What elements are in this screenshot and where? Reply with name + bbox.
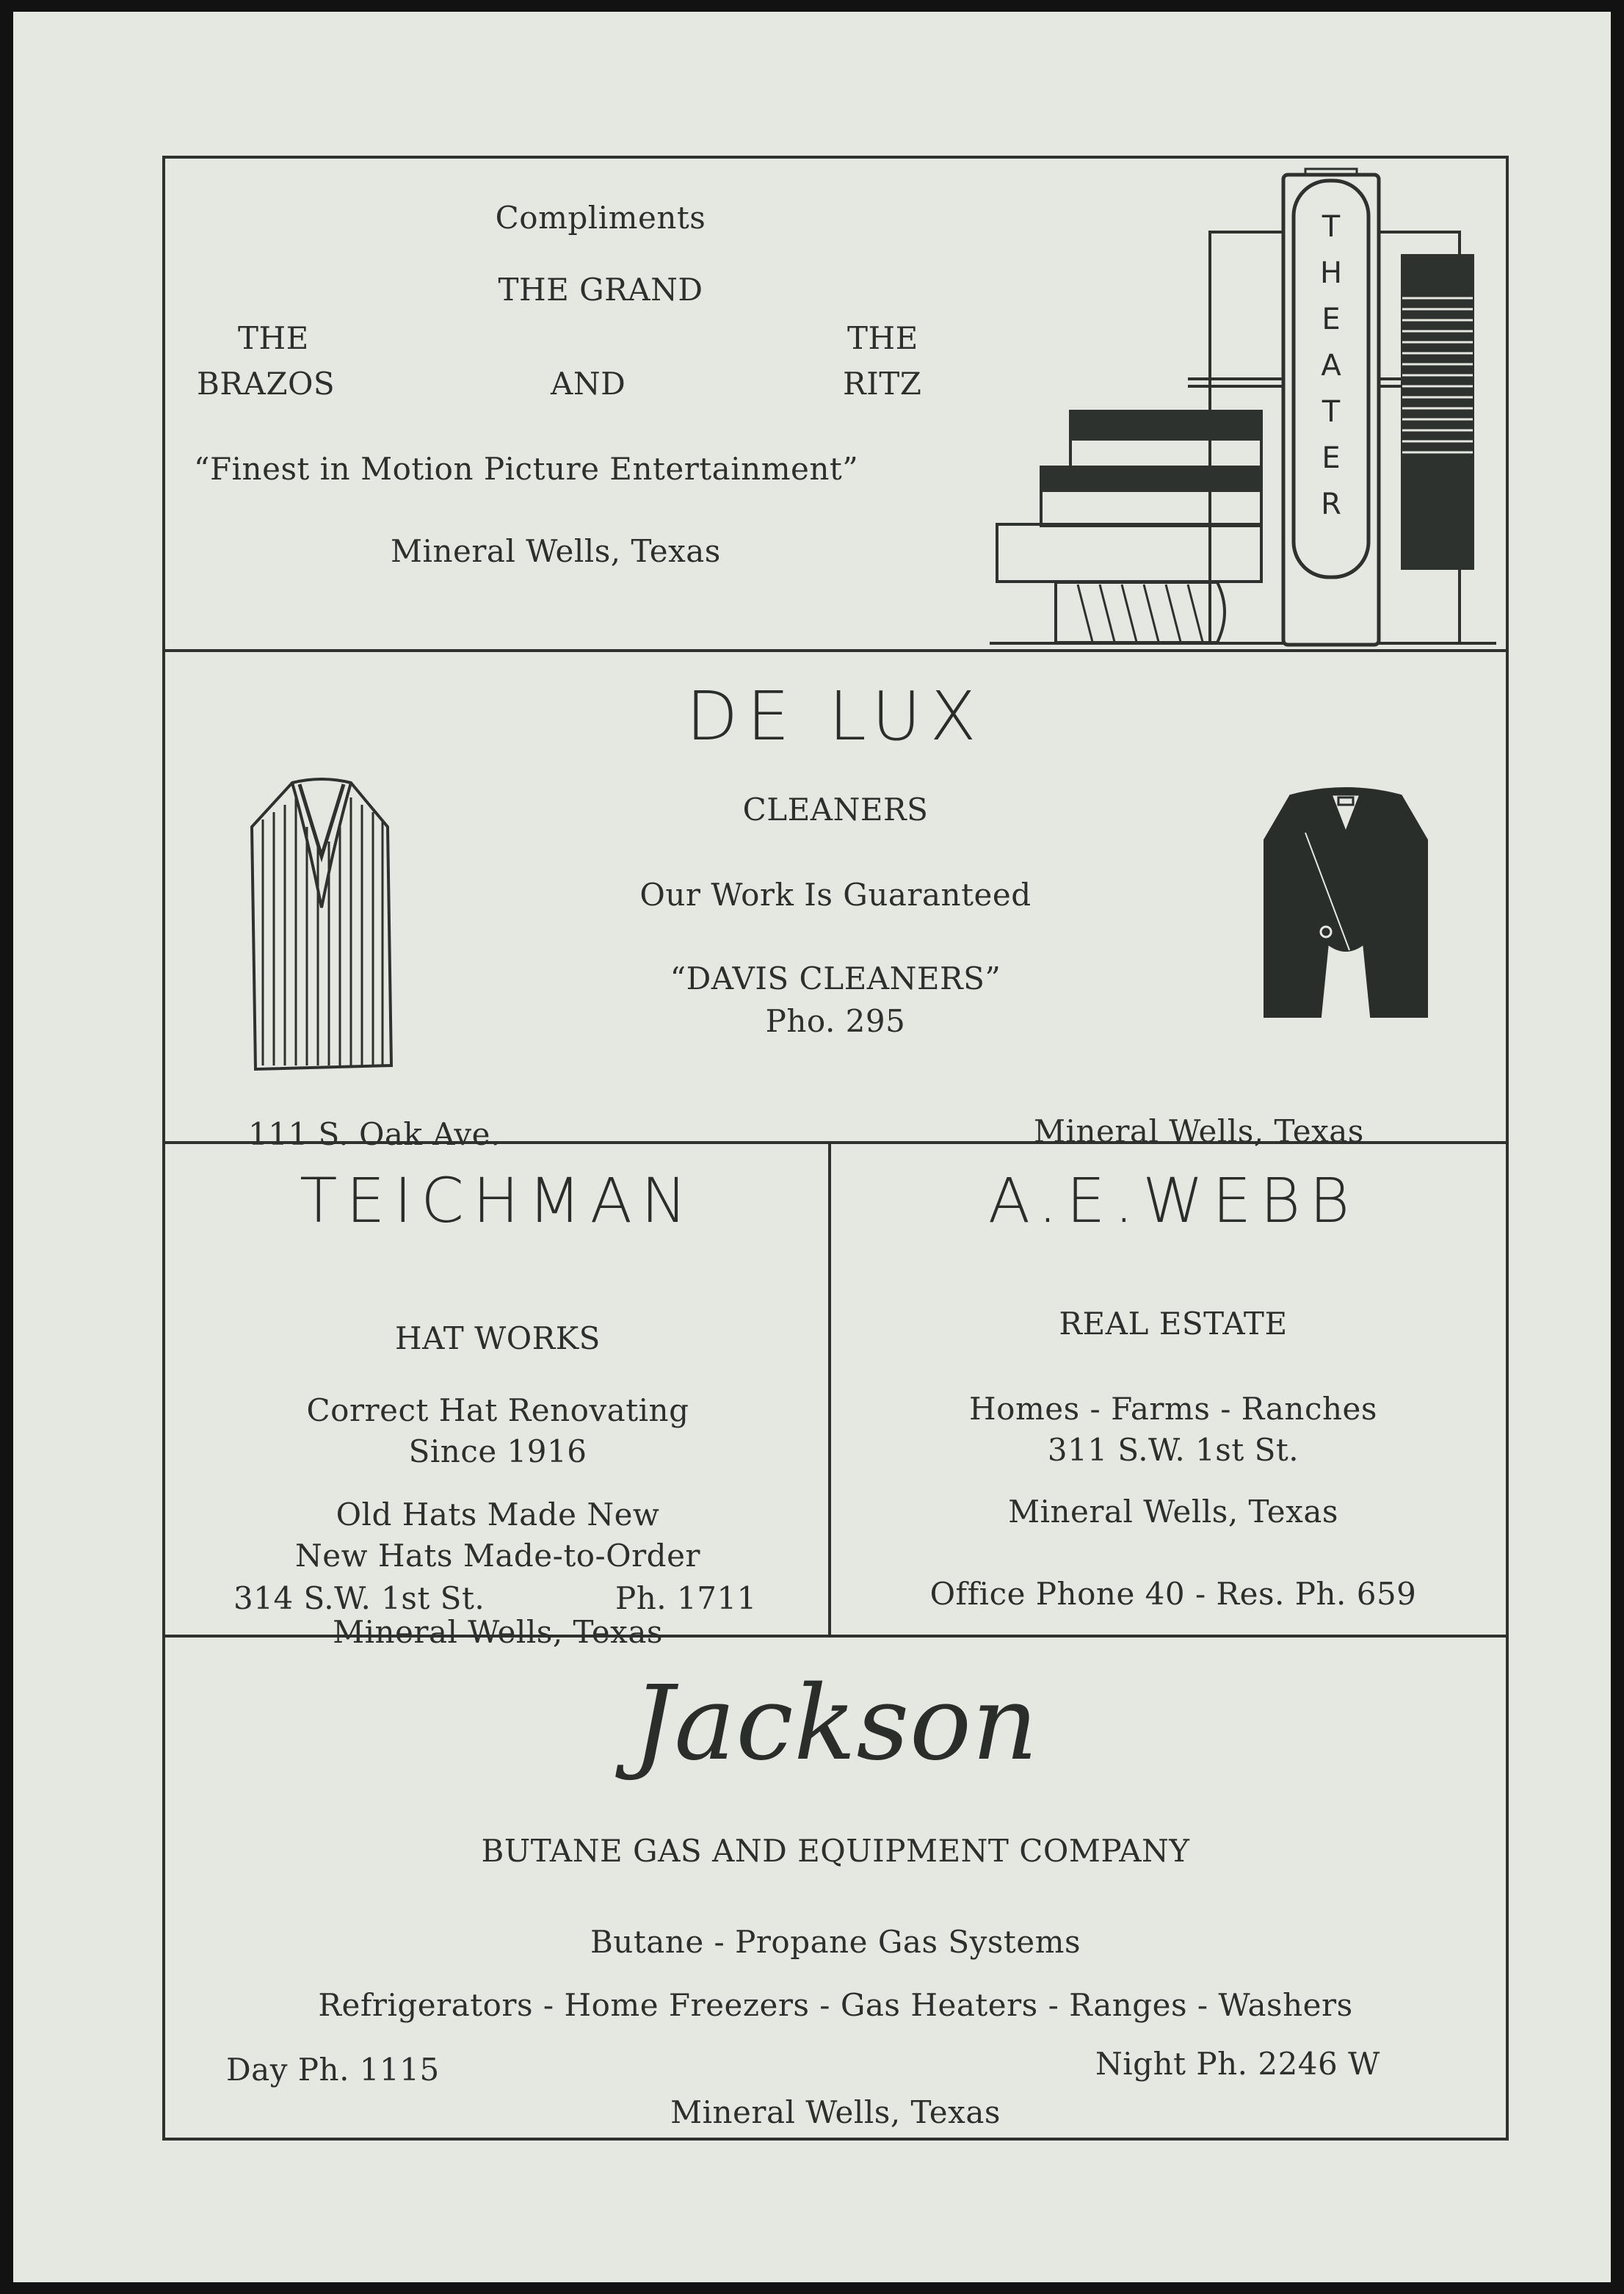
delux-logo-text: DE LUX <box>686 677 985 756</box>
delux-address: 111 S. Oak Ave. <box>248 1116 501 1152</box>
compliments-text: Compliments <box>495 200 706 236</box>
webb-phones: Office Phone 40 - Res. Ph. 659 <box>929 1576 1417 1612</box>
delux-location: Mineral Wells, Texas <box>1034 1113 1364 1149</box>
teichman-address: 314 S.W. 1st St. <box>233 1580 485 1616</box>
outer-border-bottom <box>162 2138 1509 2141</box>
sign-letter: R <box>1321 488 1341 521</box>
yearbook-ad-page <box>13 12 1611 2282</box>
outer-border-left <box>162 156 165 2141</box>
brazos-text: BRAZOS <box>197 366 336 402</box>
sign-letter: A <box>1321 349 1341 383</box>
brazos-the-text: THE <box>238 320 309 356</box>
delux-phone: Pho. 295 <box>765 1003 906 1039</box>
sign-letter: E <box>1322 303 1341 336</box>
ritz-text: RITZ <box>843 366 922 402</box>
the-grand-text: THE GRAND <box>498 272 703 308</box>
jackson-products: Refrigerators - Home Freezers - Gas Heaters - Ranges - Washers <box>318 1987 1353 2023</box>
jackson-systems: Butane - Propane Gas Systems <box>590 1924 1081 1960</box>
jackson-night-phone: Night Ph. 2246 W <box>1095 2046 1380 2082</box>
teichman-line-1: Correct Hat Renovating <box>306 1392 689 1428</box>
sign-letter: E <box>1322 441 1341 475</box>
jackson-logo-script: Jackson <box>632 1664 1039 1784</box>
teichman-line-4: New Hats Made-to-Order <box>294 1538 701 1574</box>
divider-vertical <box>828 1141 831 1636</box>
jackson-location: Mineral Wells, Texas <box>670 2094 1001 2130</box>
teichman-subtitle: HAT WORKS <box>395 1320 601 1356</box>
theater-sign-letters <box>1294 204 1369 528</box>
teichman-location: Mineral Wells, Texas <box>333 1614 663 1650</box>
webb-location: Mineral Wells, Texas <box>1008 1494 1338 1530</box>
teichman-line-2: Since 1916 <box>408 1433 587 1469</box>
jackson-company-name: BUTANE GAS AND EQUIPMENT COMPANY <box>481 1833 1190 1869</box>
and-text: AND <box>551 366 626 402</box>
theater-building-illustration <box>990 159 1511 651</box>
sign-letter: T <box>1322 395 1341 429</box>
webb-address: 311 S.W. 1st St. <box>1047 1432 1299 1468</box>
dark-jacket-illustration <box>1261 781 1430 1024</box>
webb-subtitle: REAL ESTATE <box>1059 1306 1288 1342</box>
davis-cleaners-text: “DAVIS CLEANERS” <box>670 960 1001 996</box>
webb-line-1: Homes - Farms - Ranches <box>969 1391 1377 1427</box>
teichman-phone: Ph. 1711 <box>615 1580 757 1616</box>
jackson-day-phone: Day Ph. 1115 <box>226 2052 440 2088</box>
webb-logo-text: A.E.WEBB <box>987 1165 1359 1237</box>
sign-letter: H <box>1319 256 1343 290</box>
slogan-text: “Finest in Motion Picture Entertainment” <box>194 451 859 487</box>
striped-suit-jacket-illustration <box>248 775 395 1084</box>
delux-guarantee: Our Work Is Guaranteed <box>639 877 1032 913</box>
delux-subtitle: CLEANERS <box>742 792 929 828</box>
teichman-line-3: Old Hats Made New <box>336 1497 660 1533</box>
theater-location-text: Mineral Wells, Texas <box>391 533 721 569</box>
teichman-logo-text: TEICHMAN <box>300 1165 696 1237</box>
ritz-the-text: THE <box>847 320 918 356</box>
sign-letter: T <box>1322 210 1341 244</box>
